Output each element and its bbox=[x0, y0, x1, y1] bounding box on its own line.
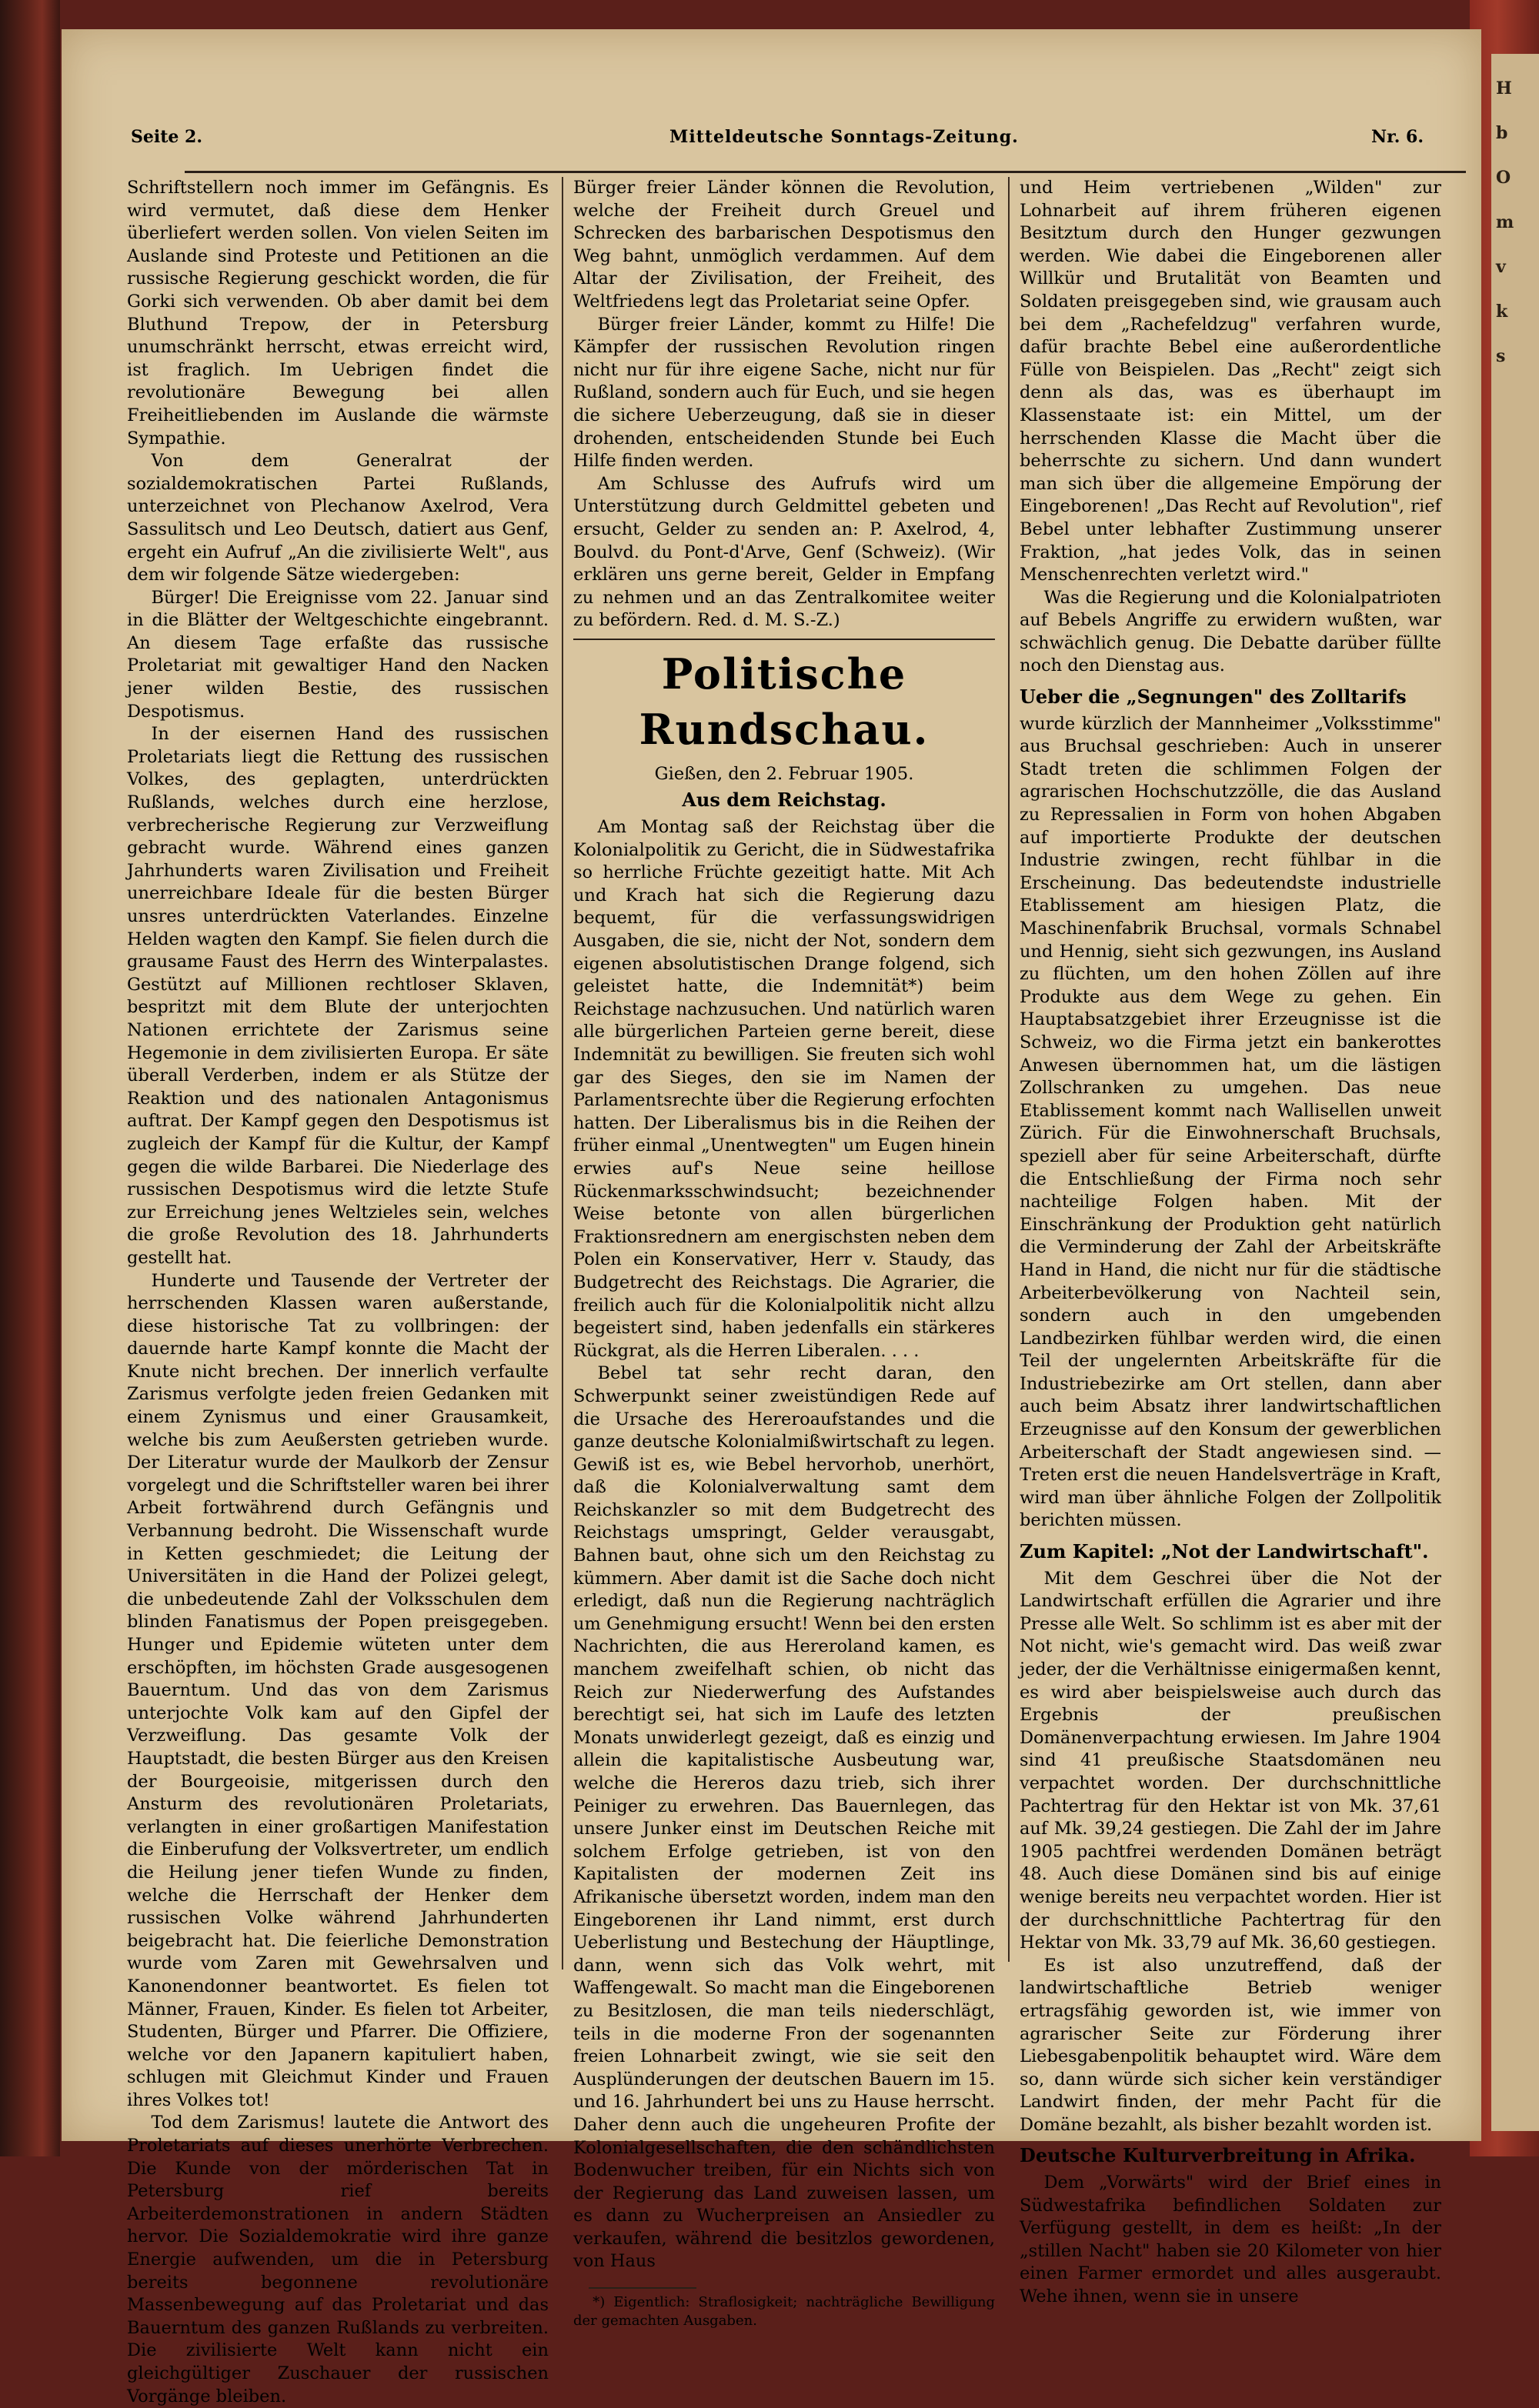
page-number: Seite 2. bbox=[131, 127, 203, 147]
paragraph: Bürger freier Länder können die Revolution, welche der Freiheit durch Greuel und Schrecken des barbarischen Despotismus den Weg bahnt, unmöglich verdammen. Auf dem Altar der Zivilisation, der Freiheit, des Weltfriedens legt das Proletariat seine Opfer. bbox=[573, 178, 995, 312]
page-header bbox=[131, 127, 1454, 158]
adjacent-page-edge bbox=[1491, 54, 1539, 2131]
fragment: s bbox=[1496, 346, 1506, 366]
paragraph: Tod dem Zarismus! lautete die Antwort des Proletariats auf dieses unerhörte Verbrechen. Die Kunde von der mörderischen Tat in Petersburg rief bereits Arbeiterdemonstrationen in andern Städten hervor. Die Sozialdemokratie wird ihre ganze Energie aufwenden, um die in Petersburg bereits begonnene revolutionäre Massenbewegung auf das Proletariat und das Bauerntum des ganzen Rußlands zu verbreiten. Die zivilisierte Welt kann nicht ein gleichgültiger Zuschauer der russischen Vorgänge bleiben. bbox=[127, 2113, 549, 2406]
paper-title: Mitteldeutsche Sonntags-Zeitung. bbox=[669, 127, 1019, 147]
column-1 bbox=[127, 177, 549, 2406]
column-divider bbox=[562, 177, 563, 1969]
dateline: Gießen, den 2. Februar 1905. bbox=[654, 763, 914, 784]
fragment: H bbox=[1496, 78, 1512, 98]
paragraph: Von dem Generalrat der sozialdemokratischen Partei Rußlands, unterzeichnet von Plechanow Axelrod, Vera Sassulitsch und Leo Deutsch, datiert aus Genf, ergeht ein Aufruf „An die zivilisierte Welt", aus dem wir folgende Sätze wiedergeben: bbox=[127, 451, 549, 585]
column-divider bbox=[1008, 177, 1010, 1962]
fragment: v bbox=[1496, 257, 1506, 277]
fragment: O bbox=[1496, 168, 1511, 188]
article-heading: Deutsche Kulturverbreitung in Afrika. bbox=[1020, 2144, 1416, 2167]
section-rule bbox=[573, 639, 995, 640]
paragraph: Am Montag saß der Reichstag über die Kolonialpolitik zu Gericht, die in Südwestafrika so herrliche Früchte gezeitigt hatte. Mit Ach und Krach hat sich die Regierung dazu bequemt, für die verfassungswidrigen Ausgaben, die sie, nicht der Not, sondern dem eigenen absolutistischen Drange folgend, sich geleistet hatte, die Indemnität*) beim Reichstage nachzusuchen. Und natürlich waren alle bürgerlichen Parteien gerne bereit, diese Indemnität zu bewilligen. Sie freuten sich wohl gar des Sieges, den sie im Namen der Parlamentsrechte über die Regierung erfochten hatten. Der Liberalismus bis in die Reihen der früher einmal „Unentwegten" um Eugen hinein erwies auf's Neue seine heillose Rückenmarksschwindsucht; bezeichnender Weise betonte von allen bürgerlichen Fraktionsrednern am energischsten neben dem Polen ein Konservativer, Herr v. Staudy, das Budgetrecht des Reichstags. Die Agrarier, die freilich auch für die Kolonialpolitik nicht allzu begeistert sind, haben jedenfalls ein stärkeres Rückgrat, als die Herren Liberalen. . . . bbox=[573, 817, 995, 1361]
fragment: k bbox=[1496, 302, 1508, 322]
paragraph: Am Schlusse des Aufrufs wird um Unterstützung durch Geldmittel gebeten und ersucht, Gelder zu senden an: P. Axelrod, 4, Boulvd. du Pont-d'Arve, Genf (Schweiz). (Wir erklären uns gerne bereit, Gelder in Empfang zu nehmen und an das Zentralkomitee weiter zu befördern. Red. d. M. S.-Z.) bbox=[573, 473, 995, 631]
paragraph: Bürger freier Länder, kommt zu Hilfe! Die Kämpfer der russischen Revolution ringen nicht nur für ihre eigene Sache, nicht nur für Rußland, sondern auch für Euch, und sie hegen die sichere Ueberzeugung, daß sie in dieser drohenden, entscheidenden Stunde bei Euch Hilfe finden werden. bbox=[573, 314, 995, 472]
paragraph: In der eisernen Hand des russischen Proletariats liegt die Rettung des russischen Volkes, des geplagten, unterdrückten Rußlands, welches durch eine herzlose, verbrecherische Regierung zur Verzweiflung gebracht wurde. Während eines ganzen Jahrhunderts waren Zivilisation und Freiheit unerreichbare Ideale für die besten Bürger unsres unterdrückten Vaterlandes. Einzelne Helden wagten den Kampf. Sie fielen durch die grausame Faust des Herrn des Winterpalastes. Gestützt auf Millionen rechtloser Sklaven, bespritzt mit dem Blute der unterjochten Nationen errichtete der Zarismus seine Hegemonie in dem zivilisierten Europa. Er säte überall Verderben, indem er als Stütze der Reaktion und des nationalen Antagonismus auftrat. Der Kampf gegen den Despotismus ist zugleich der Kampf für die Kultur, der Kampf gegen die wilde Barbarei. Die Niederlage des russischen Despotismus wird die letzte Stufe zur Erreichung jenes Weltzieles sein, welches die große Revolution des 18. Jahrhunderts gestellt hat. bbox=[127, 724, 549, 1268]
paragraph: Dem „Vorwärts" wird der Brief eines in Südwestafrika befindlichen Soldaten zur Verfügung gestellt, in dem es heißt: „In der „stillen Nacht" haben sie 20 Kilometer von hier einen Farmer ermordet und alles ausgeraubt. Wehe ihnen, wenn sie in unsere bbox=[1020, 2173, 1441, 2307]
paragraph: Es ist also unzutreffend, daß der landwirtschaftliche Betrieb weniger ertragsfähig geworden ist, wie immer von agrarischer Seite zur Förderung ihrer Liebesgabenpolitik behauptet wird. Wäre dem so, dann würde sich sicher kein verständiger Landwirt finden, der mehr Pacht für die Domäne bezahlt, als bisher bezahlt worden ist. bbox=[1020, 1955, 1441, 2135]
column-2 bbox=[573, 177, 995, 2330]
article-heading: Ueber die „Segnungen" des Zolltarifs bbox=[1020, 685, 1407, 709]
article-heading: Zum Kapitel: „Not der Landwirtschaft". bbox=[1020, 1540, 1429, 1563]
paragraph: Bebel tat sehr recht daran, den Schwerpunkt seiner zweistündigen Rede auf die Ursache des Hereroaufstandes und die ganze deutsche Kolonialmißwirtschaft zu legen. Gewiß ist es, wie Bebel hervorhob, unerhört, daß die Kolonialverwaltung samt dem Reichskanzler so mit dem Budgetrecht des Reichstags umspringt, Gelder verausgabt, Bahnen baut, ohne sich um den Reichstag zu kümmern. Aber damit ist die Sache doch nicht erledigt, daß nun die Regierung nachträglich um Genehmigung ersucht! Wenn bei den ersten Nachrichten, die aus Hereroland kamen, es manchem zweifelhaft schien, ob nicht das Reich zur Niederwerfung des Aufstandes berechtigt sei, hat sich im Laufe des letzten Monats unwiderlegt gezeigt, daß es einzig und allein die kapitalistische Ausbeutung war, welche die Hereros dazu trieb, sich ihrer Peiniger zu erwehren. Das Bauernlegen, das unsere Junker einst im Deutschen Reiche mit solchem Erfolge getrieben, ist von den Kapitalisten der modernen Zeit ins Afrikanische übersetzt worden, indem man den Eingeborenen ihr Land nimmt, erst durch Ueberlistung und Bestechung der Häuptlinge, dann, wenn sich das Volk wehrt, mit Waffengewalt. So macht man die Eingeborenen zu Besitzlosen, die man teils niederschlägt, teils in die moderne Fron der sogenannten freien Lohnarbeit zwingt, wie sie seit den Ausplünderungen der deutschen Bauern im 15. und 16. Jahrhundert bei uns zu Hause herrscht. Daher denn auch die ungeheuren Profite der Kolonialgesellschaften, die den schändlichsten Bodenwucher treiben, für ein Nichts sich von der Regierung das Land zuweisen lassen, um es dann zu Wucherpreisen an Ansiedler zu verkaufen, während die besitzlos gewordenen, von Haus bbox=[573, 1363, 995, 2272]
paragraph: Was die Regierung und die Kolonialpatrioten auf Bebels Angriffe zu erwidern wußten, war schwächlich genug. Die Debatte darüber füllte noch den Dienstag aus. bbox=[1020, 587, 1441, 676]
header-rule bbox=[185, 171, 1466, 173]
paragraph: Schriftstellern noch immer im Gefängnis. Es wird vermutet, daß diese dem Henker überliefert werden sollen. Von vielen Seiten im Auslande sind Proteste und Petitionen an die russische Regierung geschickt worden, die für Gorki sich verwenden. Ob aber damit bei dem Bluthund Trepow, der in Petersburg unumschränkt herrscht, etwas erreicht wird, ist fraglich. Im Uebrigen findet die revolutionäre Bewegung bei allen Freiheitliebenden im Auslande die wärmste Sympathie. bbox=[127, 178, 549, 449]
paragraph: Mit dem Geschrei über die Not der Landwirtschaft erfüllen die Agrarier und ihre Presse alle Welt. So schlimm ist es aber mit der Not nicht, wie's gemacht wird. Das weiß zwar jeder, der die Verhältnisse einigermaßen kennt, es wird aber beispielsweise auch durch das Ergebnis der preußischen Domänenverpachtung erwiesen. Im Jahre 1904 sind 41 preußische Staatsdomänen neu verpachtet worden. Der durchschnittliche Pachtertrag für den Hektar ist von Mk. 37,61 auf Mk. 39,24 gestiegen. Die Zahl der im Jahre 1905 pachtfrei werdenden Domänen beträgt 48. Auch diese Domänen sind bis auf einige wenige bereits neu verpachtet worden. Hier ist der durchschnittliche Pachtertrag für den Hektar von Mk. 33,79 auf Mk. 36,60 gestiegen. bbox=[1020, 1568, 1441, 1953]
section-title: Politische Rundschau. bbox=[639, 649, 930, 754]
footnote-rule bbox=[589, 2287, 696, 2289]
issue-number: Nr. 6. bbox=[1371, 127, 1424, 147]
paragraph: und Heim vertriebenen „Wilden" zur Lohnarbeit auf ihrem früheren eigenen Besitztum durch den Hunger gezwungen werden. Wie dabei die Eingeborenen aller Willkür und Brutalität von Beamten und Soldaten preisgegeben sind, wie grausam auch bei dem „Rachefeldzug" verfahren wurde, dafür brachte Bebel eine außerordentliche Fülle von Beispielen. Das „Recht" zeigt sich denn als das, was es überhaupt im Klassenstaate ist: ein Mittel, um der herrschenden Klasse die Macht über die beherrschte zu sichern. Und dann wundert man sich über die allgemeine Empörung der Eingeborenen! „Das Recht auf Revolution", rief Bebel unter lebhafter Zustimmung unserer Fraktion, „hat jedes Volk, das in seinen Menschenrechten verletzt wird." bbox=[1020, 178, 1441, 585]
fragment: m bbox=[1496, 212, 1514, 232]
paragraph: Hunderte und Tausende der Vertreter der herrschenden Klassen waren außerstande, diese historische Tat zu vollbringen: der dauernde harte Kampf konnte die Macht der Knute nicht brechen. Der innerlich verfaulte Zarismus verfolgte jeden freien Gedanken mit einem Zynismus und einer Grausamkeit, welche bis zum Aeußersten getrieben wurde. Der Literatur wurde der Maulkorb der Zensur vorgelegt und die Schriftsteller waren bei ihrer Arbeit fortwährend durch Gefängnis und Verbannung bedroht. Die Wissenschaft wurde in Ketten geschmiedet; die Leitung der Universitäten in die Hand der Polizei gelegt, die unbedeutende Zahl der Volksschulen dem blinden Fanatismus der Popen preisgegeben. Hunger und Epidemie wüteten unter dem erschöpften, im höchsten Grade ausgesogenen Bauerntum. Und das von dem Zarismus unterjochte Volk kam auf den Gipfel der Verzweiflung. Das gesamte Volk der Hauptstadt, die besten Bürger aus den Kreisen der Bourgeoisie, mitgerissen durch den Ansturm des revolutionären Proletariats, verlangten in einer großartigen Manifestation die Einberufung der Volksvertreter, um endlich die Heilung jener tiefen Wunde zu finden, welche die Herrschaft der Henker dem russischen Volke während Jahrhunderten beigebracht hat. Die feierliche Demonstration wurde vom Zaren mit Gewehrsalven und Kanonendonner beantwortet. Es fielen tot Männer, Frauen, Kinder. Es fielen tot Arbeiter, Studenten, Bürger und Pfarrer. Die Offiziere, welche vor den Japanern kapituliert haben, schlugen mit Gleichmut Kinder und Frauen ihres Volkes tot! bbox=[127, 1270, 549, 2110]
paragraph: Bürger! Die Ereignisse vom 22. Januar sind in die Blätter der Weltgeschichte eingebrannt. An diesem Tage erfaßte das russische Proletariat mit gewaltiger Hand den Nacken jener wilden Bestie, des russischen Despotismus. bbox=[127, 587, 549, 722]
subsection-title: Aus dem Reichstag. bbox=[682, 789, 886, 812]
column-3 bbox=[1020, 177, 1441, 2307]
footnote: *) Eigentlich: Straflosigkeit; nachträgliche Bewilligung der gemachten Ausgaben. bbox=[573, 2294, 995, 2330]
fragment: b bbox=[1496, 123, 1508, 143]
book-cover-left bbox=[0, 0, 60, 2156]
paragraph: wurde kürzlich der Mannheimer „Volksstimme" aus Bruchsal geschrieben: Auch in unserer Stadt treten die schlimmen Folgen der agrarischen Hochschutzzölle, die das Ausland zu Repressalien in Form von hohen Abgaben auf importierte Produkte der deutschen Industrie zwingen, recht fühlbar in die Erscheinung. Das bedeutendste industrielle Etablissement am hiesigen Platz, die Maschinenfabrik Bruchsal, vormals Schnabel und Hennig, sieht sich gezwungen, ins Ausland zu flüchten, um den hohen Zöllen auf ihre Produkte aus dem Wege zu gehen. Ein Hauptabsatzgebiet ihrer Erzeugnisse ist die Schweiz, wo die Firma jetzt ein bankerottes Anwesen übernommen hat, um die lästigen Zollschranken zu umgehen. Das neue Etablissement kommt nach Wallisellen unweit Zürich. Für die Einwohnerschaft Bruchsals, speziell aber für seine Arbeiterschaft, dürfte die Entschließung der Firma noch sehr nachteilige Folgen haben. Mit der Einschränkung der Produktion geht natürlich die Verminderung der Zahl der Arbeitskräfte Hand in Hand, die nicht nur für die städtische Arbeiterbevölkerung von Nachteil sein, sondern auch in den umgebenden Landbezirken fühlbar werden wird, die einen Teil der ungelernten Arbeitskräfte für die Industriebezirke am Ort stellen, dann aber auch beim Absatz ihrer landwirtschaftlichen Erzeugnisse auf den Konsum der gewerblichen Arbeiterschaft der Stadt angewiesen sind. — Treten erst die neuen Handelsverträge in Kraft, wird man über ähnliche Folgen der Zollpolitik berichten müssen. bbox=[1020, 713, 1441, 1531]
